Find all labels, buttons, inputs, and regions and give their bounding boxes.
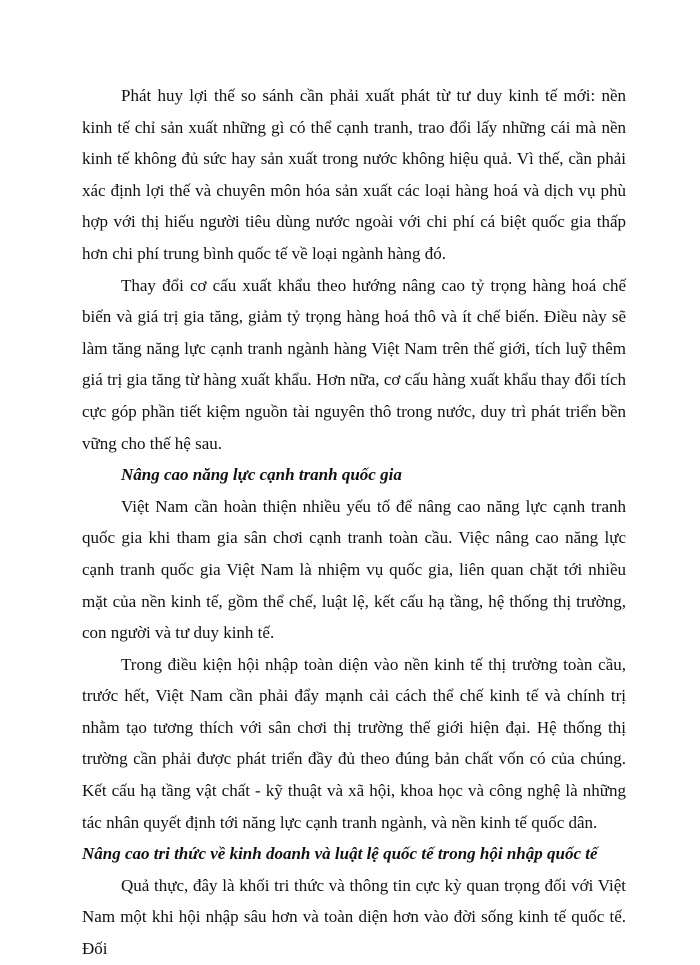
- paragraph-national-competitiveness: Việt Nam cần hoàn thiện nhiều yếu tố để nâng cao năng lực cạnh tranh quốc gia khi tham gia sân chơi cạnh tranh toàn cầu. Việc nâng cao năng lực cạnh tranh quốc gia Việt Nam là nhiệm vụ quốc gia, liên quan chặt tới nhiều mặt của nền kinh tế, gồm thể chế, luật lệ, kết cấu hạ tầng, hệ thống thị trường, con người và tư duy kinh tế.: [82, 496, 626, 643]
- document-page: [82, 80, 626, 965]
- paragraph-institutional-reform: Trong điều kiện hội nhập toàn diện vào nền kinh tế thị trường toàn cầu, trước hết, Việt Nam cần phải đẩy mạnh cải cách thể chế kinh tế và chính trị nhằm tạo tương thích với sân chơi thị trường thế giới hiện đại. Hệ thống thị trường cần phải được phát triển đầy đủ theo đúng bản chất vốn có của chúng. Kết cấu hạ tầng vật chất - kỹ thuật và xã hội, khoa học và công nghệ là những tác nhân quyết định tới năng lực cạnh tranh ngành, và nền kinh tế quốc dân.: [82, 654, 626, 832]
- paragraph-comparative-advantage: Phát huy lợi thế so sánh cần phải xuất phát từ tư duy kinh tế mới: nền kinh tế chỉ sản xuất những gì có thể cạnh tranh, trao đổi lấy những cái mà nền kinh tế không đủ sức hay sản xuất trong nước không hiệu quả. Vì thế, cần phải xác định lợi thế và chuyên môn hóa sản xuất các loại hàng hoá và dịch vụ phù hợp với thị hiếu người tiêu dùng nước ngoài với chi phí cá biệt quốc gia thấp hơn chi phí trung bình quốc tế về loại ngành hàng đó.: [82, 86, 626, 263]
- section-heading-national-competitiveness: Nâng cao năng lực cạnh tranh quốc gia: [121, 465, 402, 485]
- paragraph-export-structure: Thay đổi cơ cấu xuất khẩu theo hướng nâng cao tỷ trọng hàng hoá chế biến và giá trị gia tăng, giảm tỷ trọng hàng hoá thô và ít chế biến. Điều này sẽ làm tăng năng lực cạnh tranh ngành hàng Việt Nam trên thế giới, tích luỹ thêm giá trị gia tăng từ hàng xuất khẩu. Hơn nữa, cơ cấu hàng xuất khẩu thay đổi tích cực góp phần tiết kiệm nguồn tài nguyên thô trong nước, duy trì phát triển bền vững cho thế hệ sau.: [82, 275, 626, 453]
- section-heading-international-business-knowledge: Nâng cao tri thức về kinh doanh và luật lệ quốc tế trong hội nhập quốc tế: [82, 844, 598, 864]
- paragraph-international-knowledge: Quả thực, đây là khối tri thức và thông tin cực kỳ quan trọng đối với Việt Nam một khi hội nhập sâu hơn và toàn diện hơn vào đời sống kinh tế quốc tế. Đối: [82, 875, 626, 959]
